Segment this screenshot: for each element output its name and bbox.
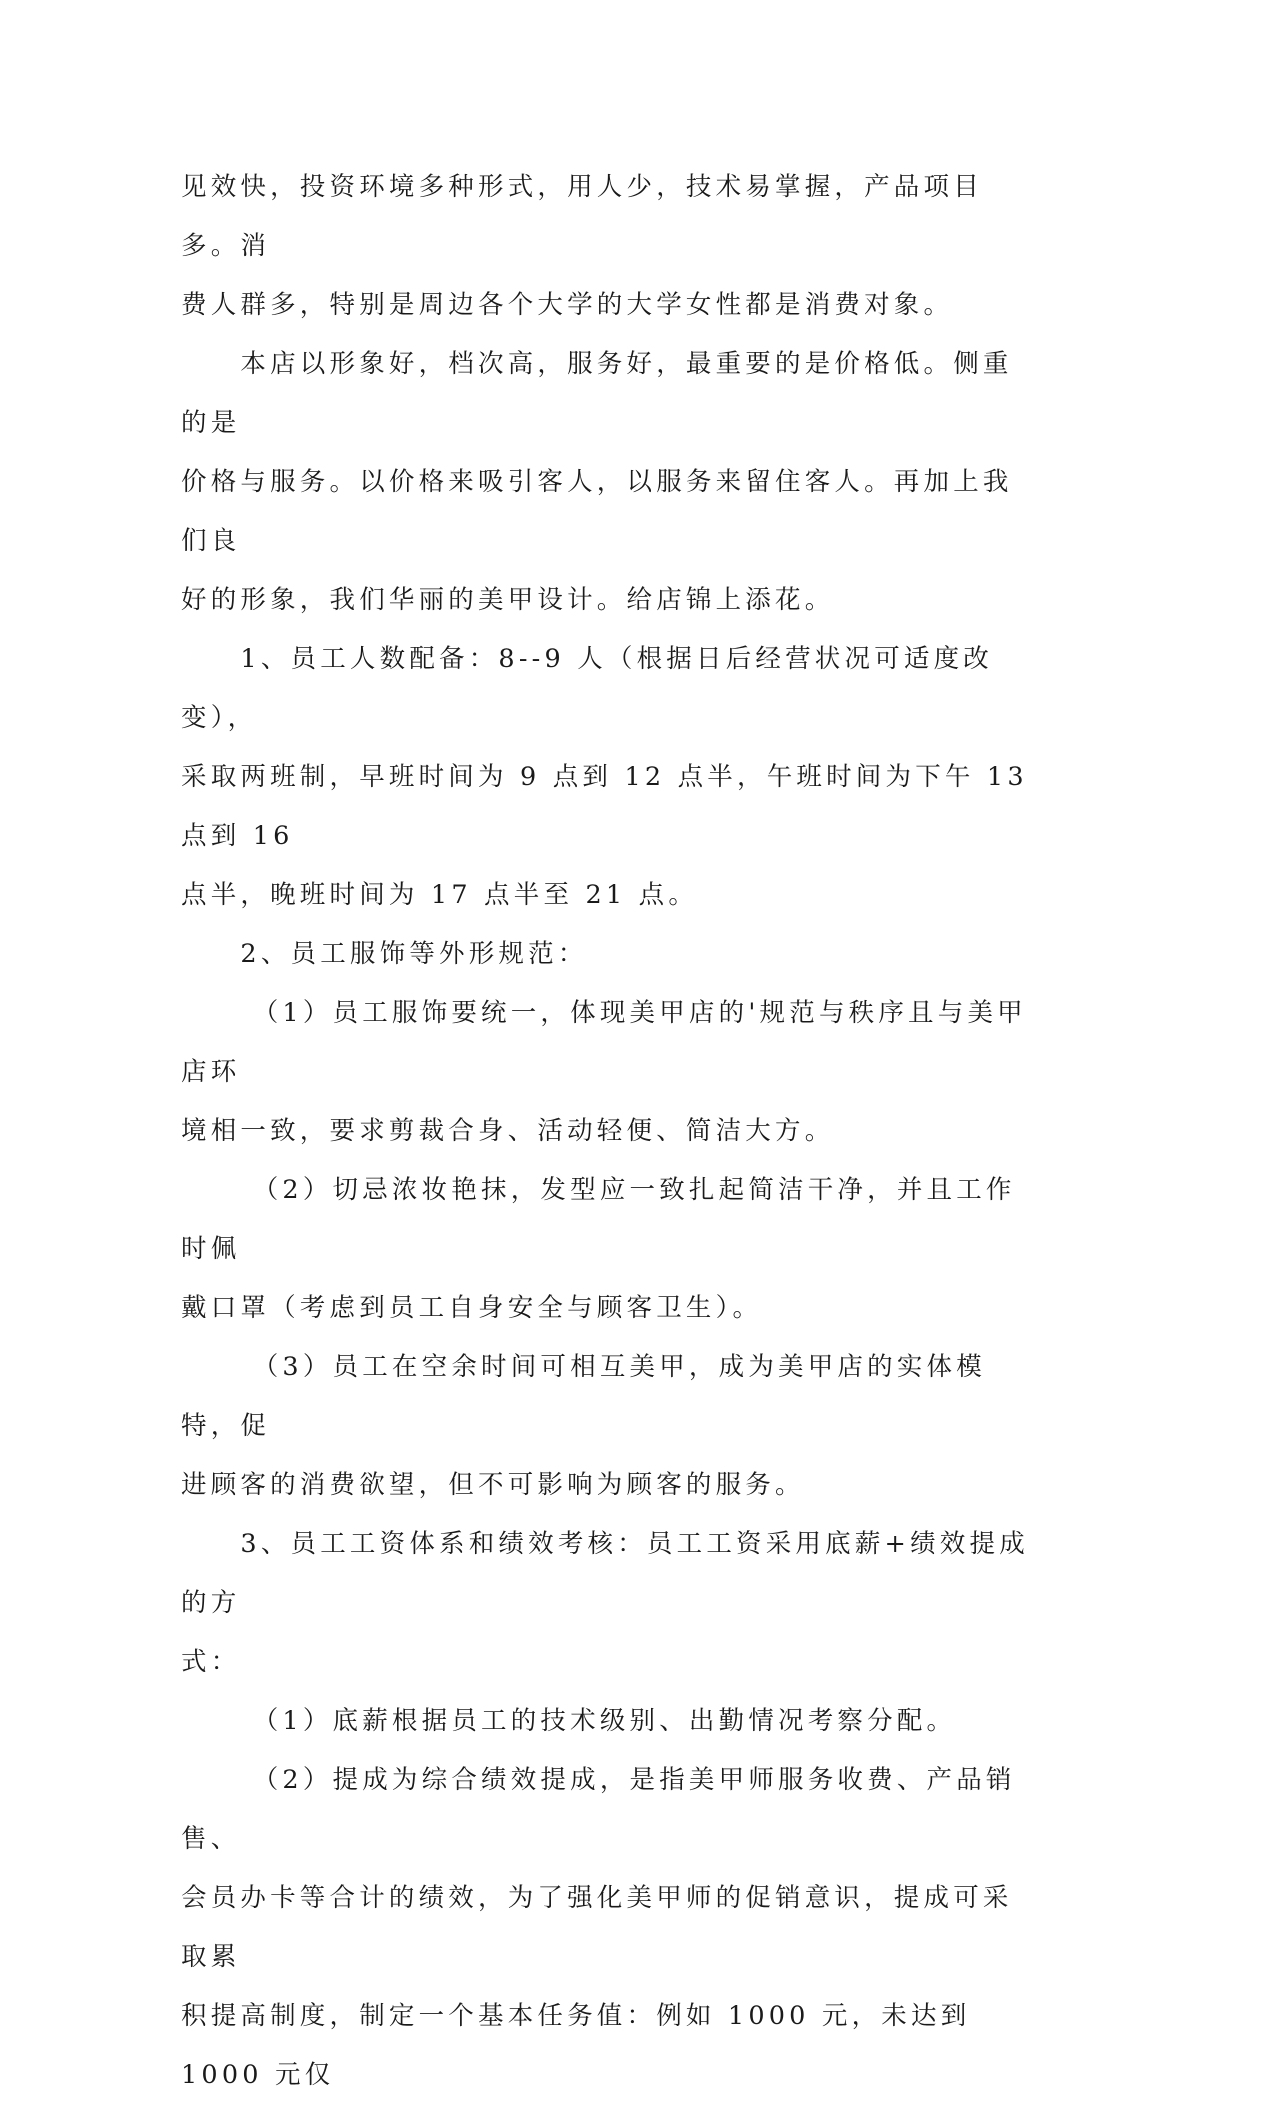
paragraph-dress-code-heading: 2、员工服饰等外形规范： [181,939,588,969]
paragraph-staffing: 1、员工人数配备：8--9 人（根据日后经营状况可适度改变）， 采取两班制，早班时间为 9 点到 12 点半，午班时间为下午 13 点到 16 点半，晚班时间为 17 点半至 21 点。 [181,644,1028,910]
paragraph-salary-1: （1）底薪根据员工的技术级别、出勤情况考察分配。 [181,1706,957,1736]
paragraph-salary-heading: 3、员工工资体系和绩效考核：员工工资采用底薪+绩效提成的方 式： [181,1529,1029,1677]
paragraph-dress-code-2: （2）切忌浓妆艳抹，发型应一致扎起简洁干净，并且工作时佩 戴口罩（考虑到员工自身安全与顾客卫生）。 [181,1175,1016,1323]
document-body [181,158,1031,2105]
paragraph-intro-continued: 见效快，投资环境多种形式，用人少，技术易掌握，产品项目多。消 费人群多，特别是周边各个大学的大学女性都是消费对象。 [181,172,983,320]
paragraph-positioning: 本店以形象好，档次高，服务好，最重要的是价格低。侧重的是 价格与服务。以价格来吸引客人，以服务来留住客人。再加上我们良 好的形象，我们华丽的美甲设计。给店锦上添花。 [181,349,1013,615]
paragraph-dress-code-3: （3）员工在空余时间可相互美甲，成为美甲店的实体模特，促 进顾客的消费欲望，但不可影响为顾客的服务。 [181,1352,986,1500]
paragraph-salary-2: （2）提成为综合绩效提成，是指美甲师服务收费、产品销售、 会员办卡等合计的绩效，为了强化美甲师的促销意识，提成可采取累 积提高制度，制定一个基本任务值：例如 1000 元，未达到 1000 元仅 [181,1765,1016,2090]
paragraph-dress-code-1: （1）员工服饰要统一，体现美甲店的'规范与秩序且与美甲店环 境相一致，要求剪裁合身、活动轻便、简洁大方。 [181,998,1027,1146]
